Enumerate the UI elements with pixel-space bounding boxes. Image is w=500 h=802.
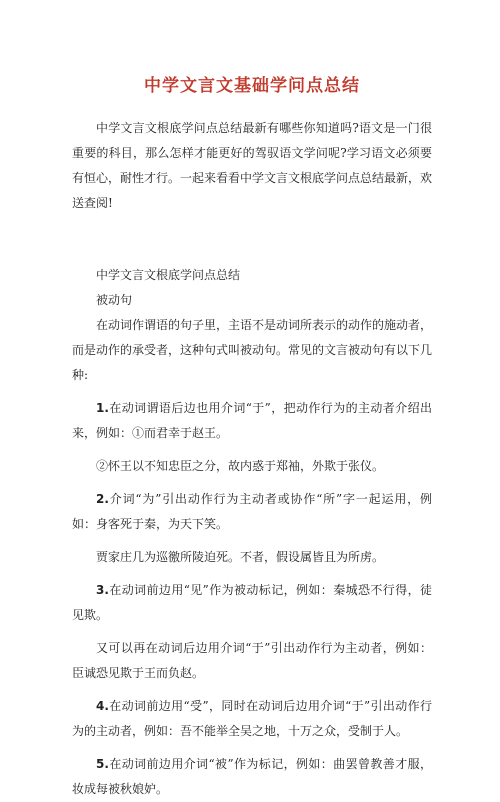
item-5-text: 在动词前边用介词“被”作为标记，例如：曲罢曾教善才服，妆成每被秋娘妒。 — [72, 757, 432, 796]
definition-paragraph: 在动词作谓语的句子里，主语不是动词所表示的动作的施动者，而是动作的承受者，这种句式叫被动句。常见的文言被动句有以下几种: — [72, 318, 433, 382]
item-1-example-2: ②怀王以不知忠臣之分，故内惑于郑袖，外欺于张仪。 — [96, 459, 385, 473]
item-3-example: 又可以再在动词后边用介词“于”引出动作行为主动者，例如：臣诚恐见欺于王而负赵。 — [72, 641, 432, 680]
item-1-text: 在动词谓语后边也用介词“于”，把动作行为的主动者介绍出来，例如：①而君幸于赵王。 — [72, 401, 432, 440]
document-title: 中学文言文基础学问点总结 — [144, 76, 360, 96]
item-1-paragraph — [72, 396, 432, 446]
item-2-paragraph — [72, 487, 432, 537]
intro-paragraph: 中学文言文根底学问点总结最新有哪些你知道吗?语文是一门很重要的科目，那么怎样才能更好的驾驭语文学问呢?学习语文必须要有恒心，耐性才行。一起来看看中学文言文根底学问点总结最新，欢送查阅! — [72, 121, 433, 210]
item-3-paragraph — [72, 578, 432, 628]
item-5-paragraph — [72, 752, 432, 802]
item-4-number: 4. — [96, 699, 109, 713]
item-4-text: 在动词前边用“受”，同时在动词后边用介词“于”引出动作行为的主动者，例如：吾不能举全吴之地，十万之众，受制于人。 — [72, 699, 432, 738]
item-3-number: 3. — [96, 583, 109, 597]
item-5-number: 5. — [96, 757, 109, 771]
subsection-title: 被动句 — [96, 293, 133, 307]
item-2-text: 介词“为”引出动作行为主动者或协作“所”字一起运用，例如：身客死于秦，为天下笑。 — [72, 492, 432, 531]
item-1-number: 1. — [96, 401, 109, 415]
item-3-text: 在动词前边用“见”作为被动标记，例如：秦城恐不行得，徒见欺。 — [72, 583, 432, 622]
item-4-paragraph — [72, 694, 432, 744]
item-2-example: 贾家庄几为巡徼所陵迫死。不者，假设属皆且为所虏。 — [96, 550, 385, 564]
section-title: 中学文言文根底学问点总结 — [96, 268, 241, 282]
item-2-number: 2. — [96, 492, 109, 506]
